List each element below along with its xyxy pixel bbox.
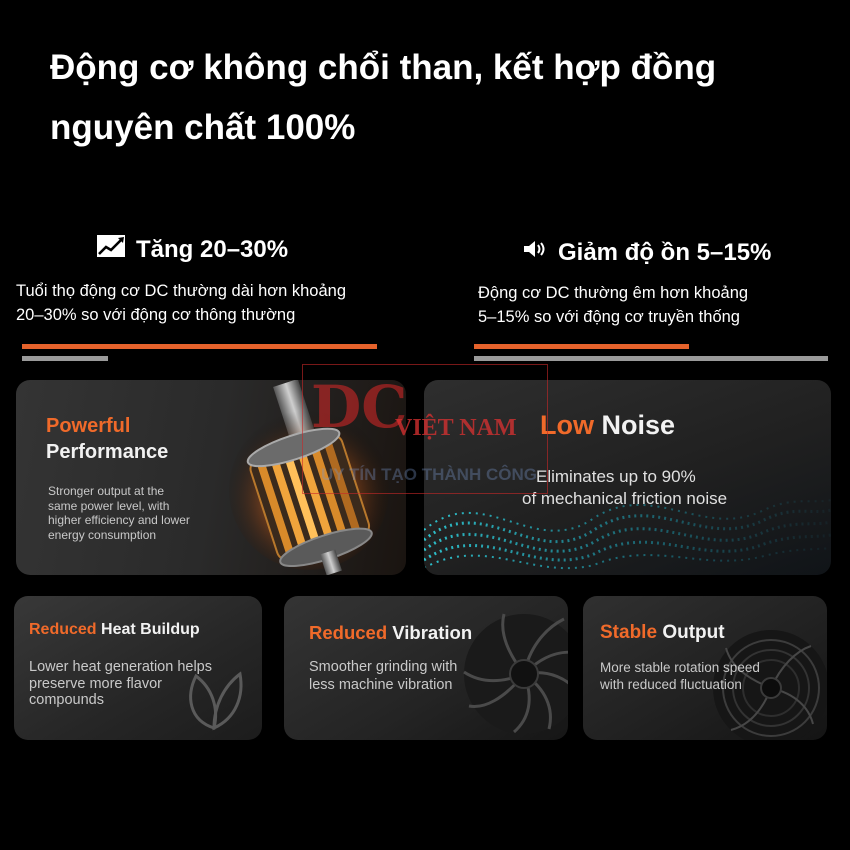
card-performance-desc: energy consumption: [48, 527, 157, 542]
stat-lifespan-desc: Tuổi thọ động cơ DC thường dài hơn khoảng: [16, 282, 347, 300]
card-heat-desc: preserve more flavor: [29, 675, 162, 692]
card-vibration-desc: Smoother grinding with: [309, 659, 458, 675]
card-performance: [16, 380, 406, 575]
stat-noise-desc: Động cơ DC thường êm hơn khoảng: [478, 284, 749, 302]
page-title: Động cơ không chổi than, kết hợp đồng nguyên chất 100%: [50, 48, 717, 147]
card-output-desc: More stable rotation speed: [600, 660, 760, 675]
card-performance-desc: higher efficiency and lower: [48, 513, 190, 527]
card-performance-desc: same power level, with: [48, 498, 170, 513]
motor-icon: [221, 380, 406, 575]
divider-bar-left-orange: [22, 344, 377, 349]
stat-noise-title: Giảm độ ồn 5–15%: [558, 238, 772, 266]
card-vibration-desc: less machine vibration: [309, 676, 453, 693]
card-performance-desc: Stronger output at the: [48, 484, 165, 498]
stat-lifespan: [16, 234, 436, 327]
card-heat-title-accent: Reduced: [29, 621, 97, 638]
card-output-desc: with reduced fluctuation: [600, 676, 742, 692]
card-vibration: [284, 596, 568, 740]
card-noise-desc: of mechanical friction noise: [522, 489, 728, 508]
card-performance-title: Performance: [46, 441, 169, 463]
card-noise-desc: Eliminates up to 90%: [536, 467, 696, 486]
watermark-logo: DC: [311, 373, 408, 441]
card-noise: [424, 380, 831, 575]
card-heat-desc: compounds: [29, 692, 104, 708]
card-noise-title: Noise: [601, 410, 676, 440]
card-vibration-title: Vibration: [392, 622, 473, 643]
watermark-name: VIỆT NAM: [395, 415, 517, 441]
trend-up-icon: [96, 234, 126, 265]
watermark-tagline: UY TÍN TẠO THÀNH CÔNG: [321, 465, 537, 484]
divider-bar-right-orange: [474, 344, 689, 349]
card-noise-title-accent: Low: [540, 410, 594, 440]
card-heat: [14, 596, 262, 740]
stat-noise: [478, 238, 838, 329]
stat-noise-desc: 5–15% so với động cơ truyền thống: [478, 308, 740, 326]
card-vibration-title-accent: Reduced: [309, 622, 388, 643]
divider-bar-right-grey: [474, 356, 828, 361]
card-output-title-accent: Stable: [600, 622, 658, 643]
stat-lifespan-title: Tăng 20–30%: [136, 235, 289, 263]
card-heat-desc: Lower heat generation helps: [29, 659, 212, 675]
divider-bar-left-grey: [22, 356, 108, 361]
card-output-title: Output: [662, 622, 725, 643]
stat-lifespan-desc: 20–30% so với động cơ thông thường: [16, 306, 296, 324]
card-performance-title-accent: Powerful: [46, 415, 131, 437]
card-heat-title: Heat Buildup: [101, 621, 200, 638]
card-output: [583, 596, 827, 740]
speaker-icon: [522, 238, 548, 267]
